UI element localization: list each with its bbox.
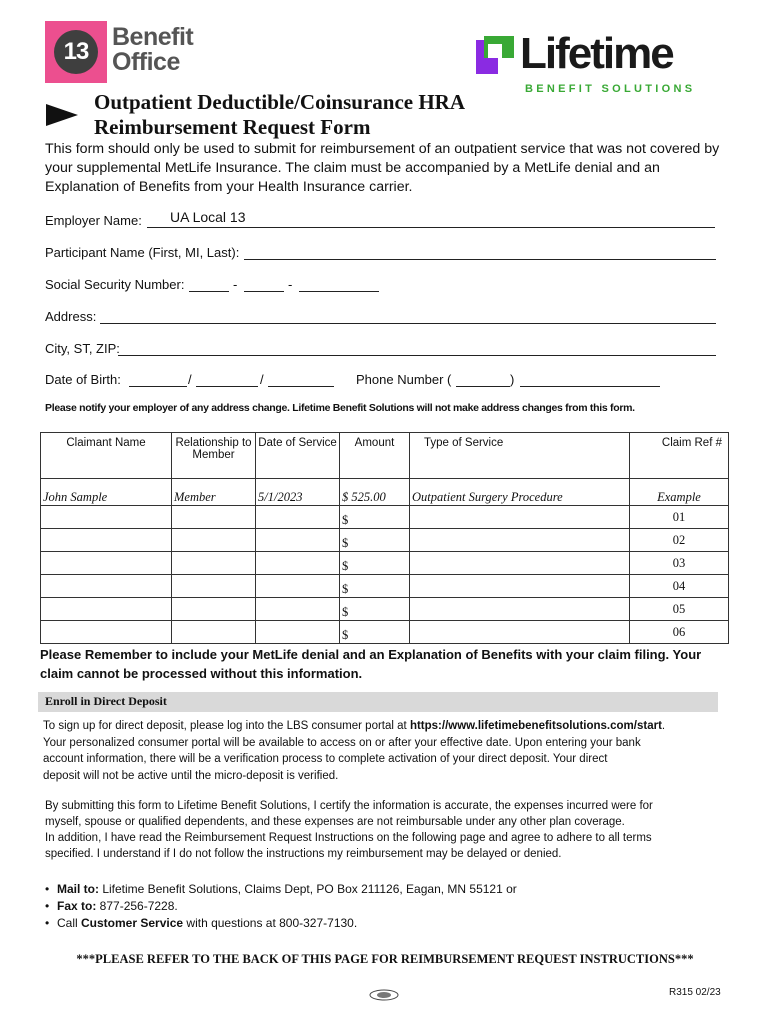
ssn-separator-1: - <box>233 277 238 292</box>
claims-table <box>40 432 729 644</box>
claims-table-header <box>41 433 729 479</box>
direct-deposit-period: . <box>661 720 666 732</box>
city-state-zip-label: City, ST, ZIP: <box>45 341 120 356</box>
fax-label: Fax to: <box>57 899 97 913</box>
certification-line2: myself, spouse or qualified dependents, and these expenses are not reimbursable under any other plan coverage. <box>45 816 625 828</box>
amount-cell[interactable]: $ <box>340 621 410 644</box>
relationship-cell[interactable] <box>172 529 256 552</box>
dob-year-field[interactable] <box>268 386 334 387</box>
header-amount: Amount <box>340 433 410 479</box>
table-row <box>41 575 729 598</box>
relationship-cell[interactable] <box>172 552 256 575</box>
address-change-notice: Please notify your employer of any address change. Lifetime Benefit Solutions will not make address changes from this form. <box>45 402 635 414</box>
phone-area-code-field[interactable] <box>456 386 510 387</box>
direct-deposit-heading: Enroll in Direct Deposit <box>45 694 167 708</box>
header-claim-ref: Claim Ref # <box>630 433 729 479</box>
certification-line4: specified. I understand if I do not follow the instructions my reimbursement may be delayed or denied. <box>45 848 562 860</box>
amount-cell[interactable]: $ <box>340 575 410 598</box>
sample-ref: Example <box>630 479 729 506</box>
call-prefix: Call <box>57 916 82 930</box>
claim-ref-cell: 05 <box>630 598 729 621</box>
dob-month-field[interactable] <box>129 386 187 387</box>
title-arrow-icon <box>46 104 78 126</box>
claim-ref-cell: 04 <box>630 575 729 598</box>
employer-name-field[interactable] <box>147 227 715 228</box>
claimant-cell[interactable] <box>41 552 172 575</box>
relationship-cell[interactable] <box>172 575 256 598</box>
refer-back-notice: ***PLEASE REFER TO THE BACK OF THIS PAGE FOR REIMBURSEMENT REQUEST INSTRUCTIONS*** <box>76 952 694 966</box>
lifetime-logo-icon <box>476 36 518 78</box>
participant-name-field[interactable] <box>244 259 716 260</box>
relationship-cell[interactable] <box>172 621 256 644</box>
remember-notice: Please Remember to include your MetLife denial and an Explanation of Benefits with your claim filing. Your claim cannot be processed without this information. <box>40 647 702 681</box>
sample-amount: $ 525.00 <box>340 479 410 506</box>
header-claimant-name: Claimant Name <box>41 433 172 479</box>
service-cell[interactable] <box>410 575 630 598</box>
date-cell[interactable] <box>256 621 340 644</box>
sample-date: 5/1/2023 <box>256 479 340 506</box>
service-cell[interactable] <box>410 552 630 575</box>
portal-link[interactable]: https://www.lifetimebenefitsolutions.com/start <box>409 720 662 732</box>
header-type-of-service: Type of Service <box>410 433 630 479</box>
contact-mail <box>45 881 517 898</box>
ssn-part3-field[interactable] <box>299 291 379 292</box>
form-number: R315 02/23 <box>669 987 721 998</box>
service-cell[interactable] <box>410 621 630 644</box>
claimant-cell[interactable] <box>41 621 172 644</box>
phone-close-paren: ) <box>510 372 515 387</box>
customer-service-label: Customer Service <box>81 916 184 930</box>
form-title-line1: Outpatient Deductible/Coinsurance HRA <box>94 90 466 114</box>
table-row <box>41 552 729 575</box>
ssn-part1-field[interactable] <box>189 291 229 292</box>
dob-label: Date of Birth: <box>45 372 121 387</box>
claimant-cell[interactable] <box>41 529 172 552</box>
sample-relationship: Member <box>172 479 256 506</box>
service-cell[interactable] <box>410 506 630 529</box>
direct-deposit-line4: deposit will not be active until the micro-deposit is verified. <box>43 769 339 782</box>
dob-separator-1: / <box>188 372 192 387</box>
phone-label: Phone Number ( <box>356 372 452 387</box>
header-date-of-service: Date of Service <box>256 433 340 479</box>
certification-line3: In addition, I have read the Reimbursement Request Instructions on the following page and agree to adhere to all terms <box>45 832 652 844</box>
mail-label: Mail to: <box>57 882 99 896</box>
date-cell[interactable] <box>256 575 340 598</box>
participant-label: Participant Name (First, MI, Last): <box>45 245 240 260</box>
benefit-office-logo-text <box>112 25 193 75</box>
dob-separator-2: / <box>260 372 264 387</box>
claimant-cell[interactable] <box>41 575 172 598</box>
amount-cell[interactable]: $ <box>340 506 410 529</box>
claimant-cell[interactable] <box>41 506 172 529</box>
employer-label: Employer Name: <box>45 213 142 228</box>
contact-phone <box>45 915 517 932</box>
form-title-line2: Reimbursement Request Form <box>94 115 371 139</box>
sample-service: Outpatient Surgery Procedure <box>410 479 630 506</box>
direct-deposit-line3: account information, there will be a verification process to complete activation of your direct deposit. Your direct <box>43 753 608 765</box>
service-cell[interactable] <box>410 529 630 552</box>
sample-claimant: John Sample <box>41 479 172 506</box>
service-cell[interactable] <box>410 598 630 621</box>
lifetime-logo-wordmark: Lifetime <box>520 29 673 78</box>
address-field[interactable] <box>100 323 716 324</box>
amount-cell[interactable]: $ <box>340 529 410 552</box>
date-cell[interactable] <box>256 552 340 575</box>
benefit-office-line1: Benefit <box>112 23 194 51</box>
ssn-separator-2: - <box>288 277 293 292</box>
table-row-sample <box>41 479 729 506</box>
benefit-office-line2: Office <box>112 48 180 76</box>
phone-number: with questions at 800-327-7130. <box>183 916 358 930</box>
amount-cell[interactable]: $ <box>340 598 410 621</box>
intro-paragraph: This form should only be used to submit for reimbursement of an outpatient service that was not covered by your supplemental MetLife Insurance. The claim must be accompanied by a MetLife denial and an Explanation of Benefits from your Health Insurance carrier. <box>45 141 720 195</box>
direct-deposit-text <box>43 718 723 784</box>
mail-address: Lifetime Benefit Solutions, Claims Dept, PO Box 211126, Eagan, MN 55121 or <box>99 882 517 896</box>
direct-deposit-intro: To sign up for direct deposit, please log into the LBS consumer portal at <box>43 720 410 732</box>
table-row <box>41 598 729 621</box>
union-bug-icon <box>368 989 400 1001</box>
fax-number: 877-256-7228. <box>96 899 178 913</box>
ssn-part2-field[interactable] <box>244 291 284 292</box>
contact-fax <box>45 898 517 915</box>
relationship-cell[interactable] <box>172 598 256 621</box>
phone-number-field[interactable] <box>520 386 660 387</box>
amount-cell[interactable]: $ <box>340 552 410 575</box>
claim-ref-cell: 02 <box>630 529 729 552</box>
direct-deposit-line2: Your personalized consumer portal will be available to access on or after your effective date. Upon entering your bank <box>43 736 641 749</box>
city-state-zip-field[interactable] <box>118 355 716 356</box>
direct-deposit-line1 <box>43 718 723 735</box>
ssn-label: Social Security Number: <box>45 277 185 292</box>
claim-ref-cell: 06 <box>630 621 729 644</box>
header-relationship: Relationship to Member <box>172 433 256 479</box>
benefit-office-logo-circle: 13 <box>54 30 98 74</box>
claim-ref-cell: 03 <box>630 552 729 575</box>
date-cell[interactable] <box>256 506 340 529</box>
claimant-cell[interactable] <box>41 598 172 621</box>
certification-line1: By submitting this form to Lifetime Benefit Solutions, I certify the information is accurate, the expenses incurred were for <box>45 800 653 812</box>
certification-paragraph <box>45 798 725 862</box>
form-title <box>94 90 465 140</box>
date-cell[interactable] <box>256 529 340 552</box>
dob-day-field[interactable] <box>196 386 258 387</box>
table-row <box>41 621 729 644</box>
lifetime-logo-tagline: BENEFIT SOLUTIONS <box>525 83 696 95</box>
contact-list <box>45 881 517 932</box>
date-cell[interactable] <box>256 598 340 621</box>
table-row <box>41 529 729 552</box>
relationship-cell[interactable] <box>172 506 256 529</box>
address-label: Address: <box>45 309 97 324</box>
claim-ref-cell: 01 <box>630 506 729 529</box>
table-row <box>41 506 729 529</box>
employer-name-value: UA Local 13 <box>170 209 246 225</box>
